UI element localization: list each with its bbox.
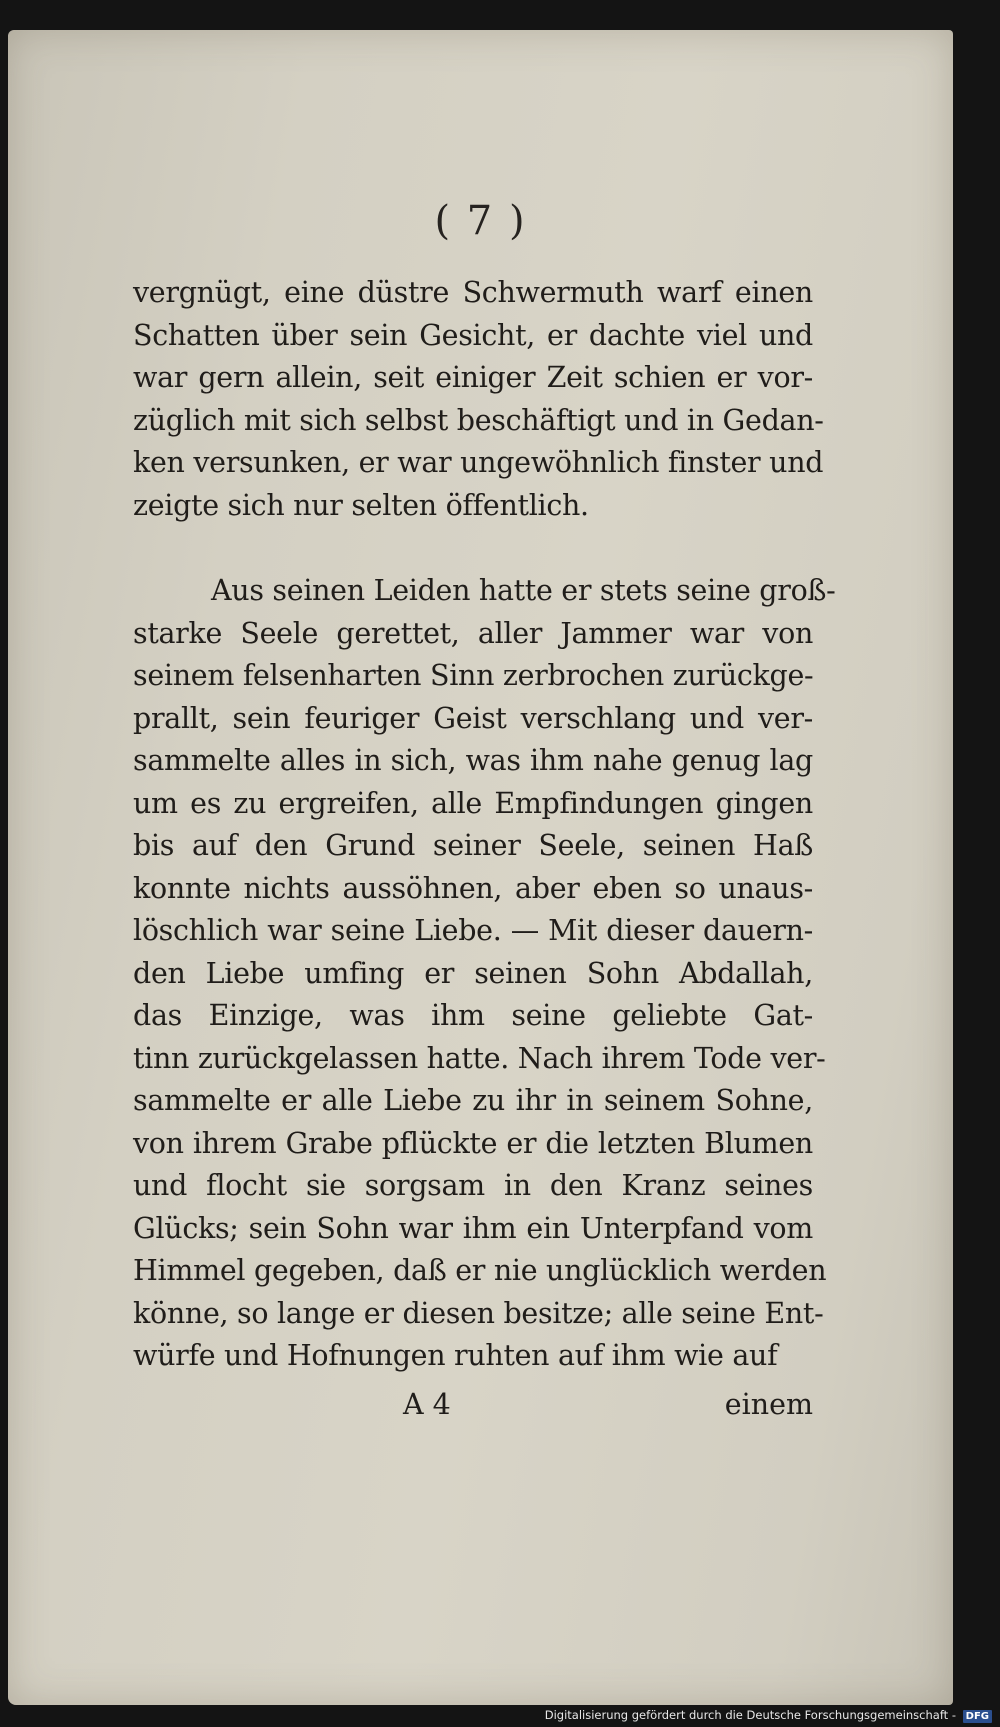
- text-line: das Einzige, was ihm seine geliebte Gat-: [133, 999, 813, 1032]
- paragraph-1: [133, 272, 824, 527]
- text-line: würfe und Hofnungen ruhten auf ihm wie auf: [133, 1339, 778, 1372]
- text-line: war gern allein, seit einiger Zeit schien er vor-: [133, 361, 813, 394]
- text-line: bis auf den Grund seiner Seele, seinen Haß: [133, 829, 813, 862]
- text-line: prallt, sein feuriger Geist verschlang und ver-: [133, 701, 813, 735]
- page-number: ( 7 ): [434, 198, 527, 244]
- text-line: Aus seinen Leiden hatte er stets seine groß-: [211, 574, 836, 607]
- book-page: [8, 30, 953, 1705]
- text-line: löschlich war seine Liebe. — Mit dieser dauern-: [133, 914, 813, 947]
- page-footer: [8, 1388, 953, 1433]
- text-line: könne, so lange er diesen besitze; alle seine Ent-: [133, 1296, 824, 1330]
- text-line: zeigte sich nur selten öffentlich.: [133, 488, 589, 522]
- paragraph-2: [133, 570, 836, 1378]
- text-line: Himmel gegeben, daß er nie unglücklich werden: [133, 1254, 827, 1287]
- text-line: züglich mit sich selbst beschäftigt und in Gedan-: [133, 403, 824, 437]
- text-line: Glücks; sein Sohn war ihm ein Unterpfand vom: [133, 1211, 813, 1245]
- text-line: vergnügt, eine düstre Schwermuth warf einen: [133, 276, 813, 309]
- text-line: starke Seele gerettet, aller Jammer war von: [133, 616, 813, 650]
- text-line: und flocht sie sorgsam in den Kranz seines: [133, 1169, 813, 1202]
- text-line: tinn zurückgelassen hatte. Nach ihrem Tode ver-: [133, 1041, 826, 1075]
- credit-text: Digitalisierung gefördert durch die Deutsche Forschungsgemeinschaft -: [544, 1708, 956, 1722]
- text-line: von ihrem Grabe pflückte er die letzten Blumen: [133, 1126, 813, 1160]
- text-line: um es zu ergreifen, alle Empfindungen gingen: [133, 786, 813, 820]
- text-line: sammelte er alle Liebe zu ihr in seinem Sohne,: [133, 1084, 813, 1117]
- catchword: einem: [724, 1388, 813, 1421]
- text-line: Schatten über sein Gesicht, er dachte viel und: [133, 318, 813, 352]
- signature-mark: A 4: [403, 1388, 451, 1421]
- text-line: seinem felsenharten Sinn zerbrochen zurückge-: [133, 659, 814, 692]
- digitization-credit: [545, 1708, 992, 1723]
- text-line: ken versunken, er war ungewöhnlich finster und: [133, 446, 824, 479]
- text-line: den Liebe umfing er seinen Sohn Abdallah,: [133, 956, 813, 990]
- text-line: konnte nichts aussöhnen, aber eben so unaus-: [133, 871, 813, 905]
- text-line: sammelte alles in sich, was ihm nahe genug lag: [133, 744, 813, 777]
- dfg-logo: DFG: [963, 1710, 992, 1723]
